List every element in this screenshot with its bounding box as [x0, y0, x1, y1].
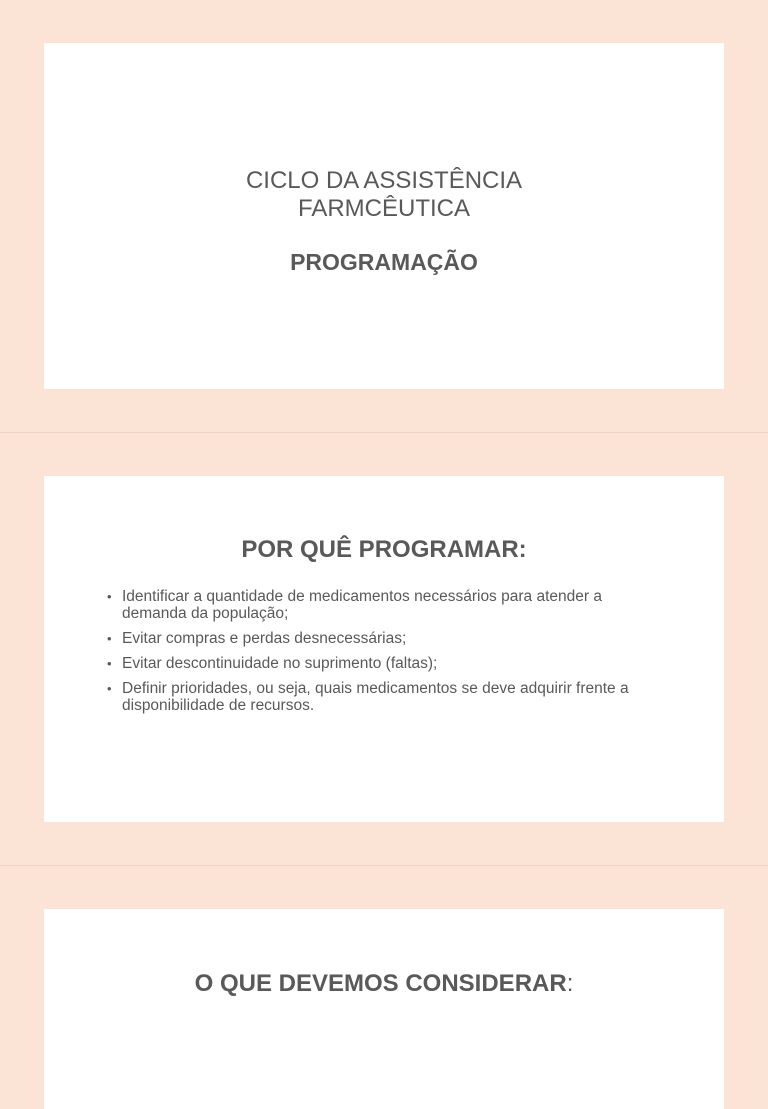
bullet-item	[106, 588, 666, 622]
bullet-item	[106, 630, 666, 647]
slide-1	[44, 43, 724, 389]
bullet-icon: •	[107, 681, 112, 696]
bullet-icon: •	[107, 589, 112, 604]
slide-heading: POR QUÊ PROGRAMAR:	[241, 536, 527, 563]
bullet-icon: •	[107, 656, 112, 671]
bullet-item	[106, 655, 666, 672]
slide-2	[44, 476, 724, 822]
slide-3	[44, 909, 724, 1109]
bullet-text: Definir prioridades, ou seja, quais medicamentos se deve adquirir frente a disponibilidade de recursos.	[122, 680, 629, 714]
bullet-list	[106, 588, 666, 722]
title-line-2: FARMCÊUTICA	[297, 195, 470, 222]
heading-colon: :	[566, 970, 574, 997]
slide-subtitle: PROGRAMAÇÃO	[290, 249, 478, 275]
bullet-icon: •	[107, 631, 112, 646]
slide-heading	[44, 970, 724, 998]
heading-text: O QUE DEVEMOS CONSIDERAR	[194, 970, 567, 997]
title-block	[44, 167, 724, 276]
title-line-1: CICLO DA ASSISTÊNCIA	[245, 167, 523, 194]
bullet-item	[106, 680, 666, 714]
bullet-text: Evitar descontinuidade no suprimento (faltas);	[122, 655, 438, 672]
bullet-text: Evitar compras e perdas desnecessárias;	[122, 630, 407, 647]
bullet-text: Identificar a quantidade de medicamentos necessários para atender a demanda da população;	[122, 588, 602, 622]
